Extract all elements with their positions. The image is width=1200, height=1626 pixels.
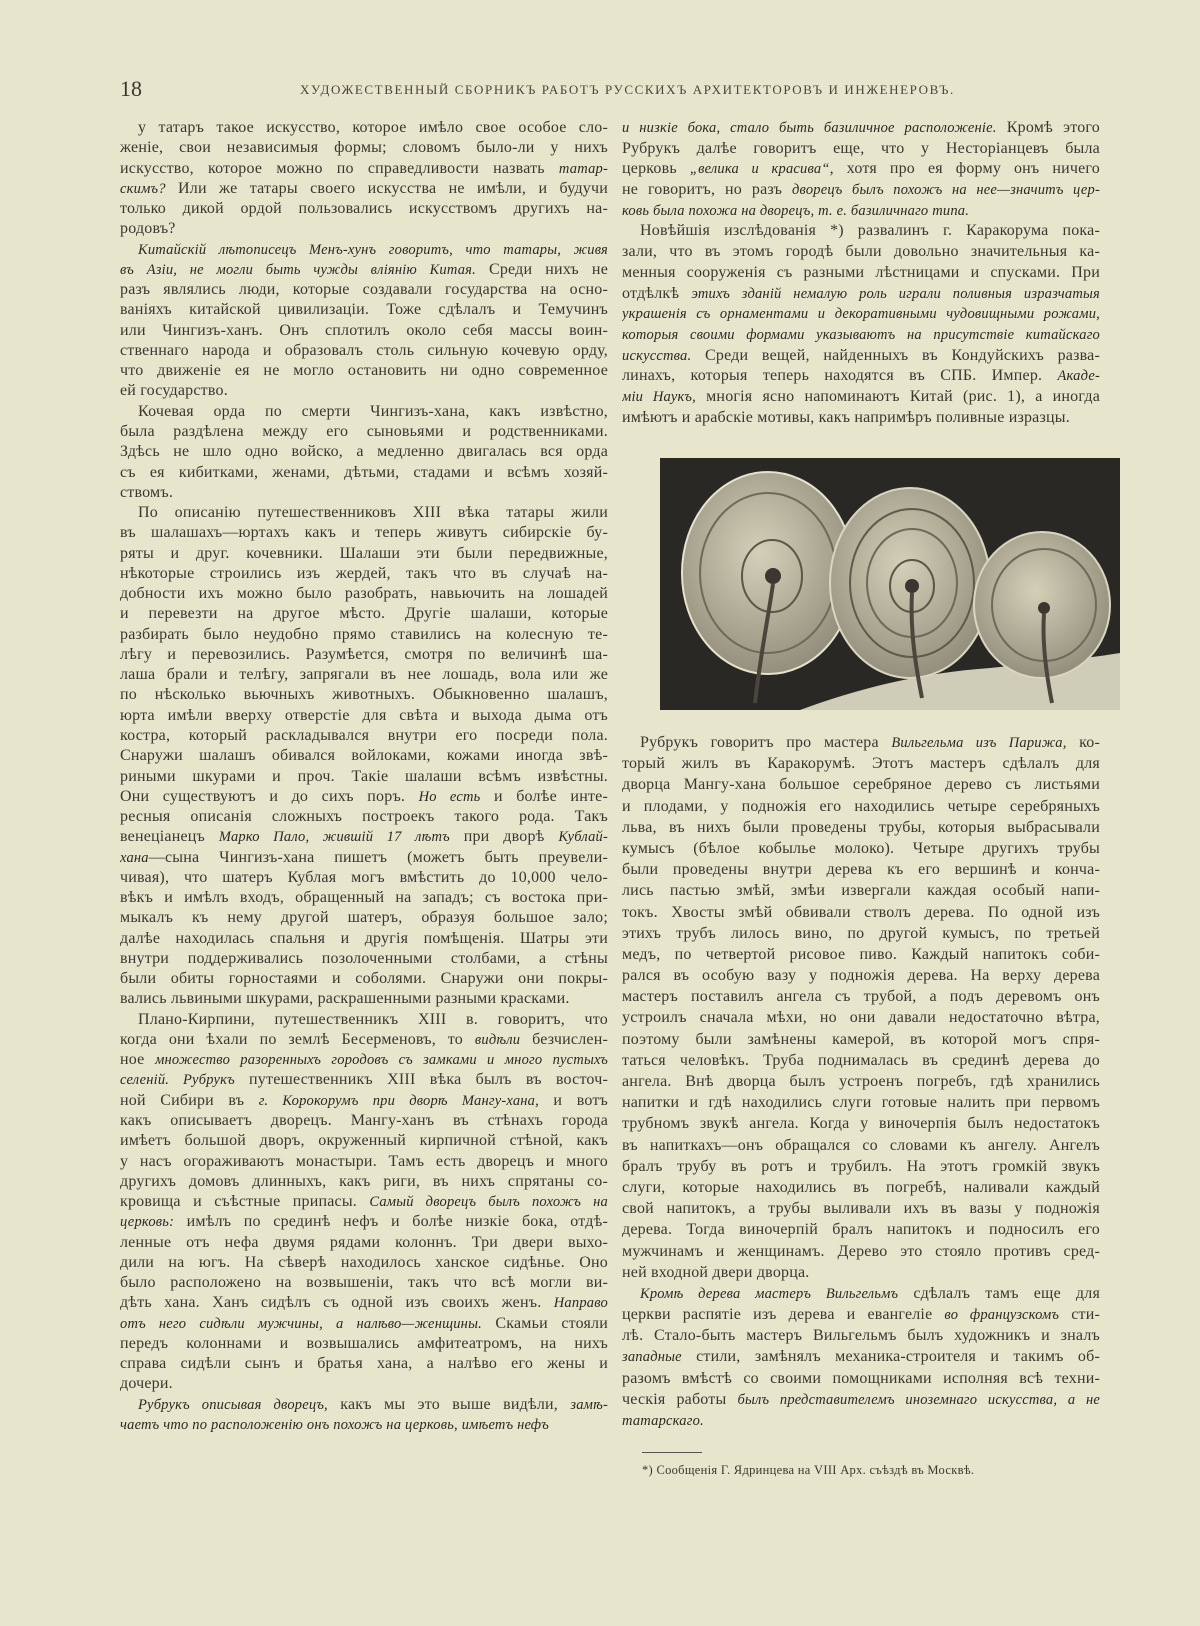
text-run: и болѣе инте- bbox=[480, 787, 608, 805]
italic-text: г. Корокорумъ при дворѣ Мангу-хана, bbox=[258, 1092, 539, 1109]
italic-text: „велика и красива“ bbox=[689, 161, 830, 178]
text-run: путешественникъ XIII вѣка былъ въ восточ- bbox=[234, 1071, 608, 1089]
italic-text: Вильгельма изъ Парижа, bbox=[891, 735, 1067, 751]
text-run: вѣкъ и имѣлъ входъ, обращенный на западъ; съ востока при- bbox=[120, 889, 608, 907]
text-run: ряты и друг. кочевники. Шалаши эти были передвижные, bbox=[120, 544, 608, 562]
text-run: Снаружи шалашъ обивался войлоками, кожами иногда звѣ- bbox=[120, 747, 608, 765]
text-line bbox=[622, 1135, 1100, 1156]
text-line bbox=[120, 1395, 608, 1415]
italic-text: Китайскій лѣтописецъ Менъ-хунъ говоритъ, что татары, живя bbox=[138, 241, 608, 258]
text-run: по нѣсколько вьючныхъ животныхъ. Обыкновенно шалашъ, bbox=[120, 686, 608, 704]
italic-text: во французскомъ bbox=[944, 1307, 1060, 1324]
text-line bbox=[120, 564, 608, 584]
text-run: линахъ, которыя теперь находятся въ СПБ. Импер. bbox=[622, 367, 1058, 385]
text-line bbox=[120, 544, 608, 564]
text-line bbox=[622, 1241, 1100, 1262]
text-run: какъ мы это выше видѣли, bbox=[327, 1395, 571, 1413]
text-run: стили, замѣнялъ механика-строителя и такимъ об- bbox=[681, 1348, 1100, 1366]
text-run: Здѣсь не шло одно войско, а медленно двигалась вся орда bbox=[120, 443, 608, 461]
text-line bbox=[120, 341, 608, 361]
text-run: и вотъ bbox=[538, 1091, 608, 1109]
paragraph bbox=[120, 1010, 608, 1395]
text-run: Плано-Кирпини, путешественникъ XIII в. говоритъ, что bbox=[138, 1010, 608, 1028]
text-run: нѣкоторые строились изъ жердей, такъ что въ случаѣ на- bbox=[120, 564, 608, 582]
text-run: ленные отъ нефа двумя рядами колоннъ. Три двери выхо- bbox=[120, 1233, 608, 1251]
text-line bbox=[120, 584, 608, 604]
text-run: дочери. bbox=[120, 1375, 173, 1393]
text-line bbox=[622, 1029, 1100, 1050]
text-run: была раздѣлена между его сыновьями и родственниками. bbox=[120, 422, 608, 440]
text-line bbox=[622, 325, 1100, 346]
text-run: сти- bbox=[1059, 1306, 1100, 1324]
text-line bbox=[622, 242, 1100, 263]
text-line bbox=[120, 807, 608, 827]
text-line bbox=[120, 321, 608, 341]
text-run: дѣть хана. Ханъ сидѣлъ съ одной изъ своихъ женъ. bbox=[120, 1294, 554, 1312]
paragraph bbox=[622, 732, 1100, 1283]
text-line bbox=[622, 201, 1100, 222]
mirrors-photo bbox=[660, 458, 1120, 710]
italic-text: множество разоренныхъ городовъ съ замками и много пустыхъ bbox=[155, 1052, 608, 1069]
text-run: ной Сибири въ bbox=[120, 1091, 259, 1109]
text-run: медъ, по четвертой рисовое пиво. Каждый напитокъ соби- bbox=[622, 945, 1100, 963]
italic-text: Но есть bbox=[418, 788, 481, 805]
text-line bbox=[622, 1007, 1100, 1028]
text-run: —сына Чингизъ-хана пишетъ (можетъ быть преувели- bbox=[148, 848, 608, 866]
text-run: у татаръ такое искусство, которое имѣло свое особое сло- bbox=[138, 119, 608, 136]
text-run: дили на югъ. На сѣверѣ находилось ханское сидѣнье. Оно bbox=[120, 1253, 608, 1271]
text-line bbox=[120, 240, 608, 260]
text-run: Или же татары своего искусства не имѣли, и будучи bbox=[165, 179, 608, 197]
text-run: бралъ трубу въ ротъ и трубилъ. На этотъ громкій звукъ bbox=[622, 1157, 1100, 1175]
text-line bbox=[120, 1374, 608, 1394]
text-line bbox=[622, 1198, 1100, 1219]
text-run: справа сидѣли сынъ и братья хана, а налѣво его жены и bbox=[120, 1355, 608, 1373]
text-run: разъ являлись люди, которые создавали государства на осно- bbox=[120, 281, 608, 299]
text-line bbox=[120, 260, 608, 280]
text-run: въ шалашахъ—юртахъ какъ и теперь живутъ сибирскіе бу- bbox=[120, 524, 608, 542]
text-line bbox=[120, 159, 608, 179]
text-run: венеціанецъ bbox=[120, 828, 219, 846]
paragraph bbox=[622, 118, 1100, 221]
text-run: кровища и съѣстные припасы. bbox=[120, 1193, 370, 1211]
text-line bbox=[120, 969, 608, 989]
text-run: передъ колоннами и возвышались амфитеатромъ, на нихъ bbox=[120, 1334, 608, 1352]
text-run: ствомъ. bbox=[120, 483, 174, 501]
italic-text: Кромѣ дерева мастеръ Вильгельмъ bbox=[640, 1285, 899, 1302]
italic-text: Самый дворецъ былъ похожъ на bbox=[369, 1194, 608, 1211]
text-run: при дворѣ bbox=[449, 828, 559, 846]
text-line bbox=[622, 284, 1100, 305]
text-line bbox=[622, 408, 1100, 429]
left-column bbox=[120, 118, 608, 1435]
text-run: менныя сооруженія съ разными лѣстницами и спусками. При bbox=[622, 263, 1100, 281]
italic-text: татар- bbox=[558, 160, 608, 177]
text-line bbox=[120, 949, 608, 969]
text-run: родовъ? bbox=[120, 220, 176, 238]
text-line bbox=[120, 665, 608, 685]
text-line bbox=[622, 1304, 1100, 1325]
text-run: этихъ трубъ лилось вино, по другой кумысъ, по третьей bbox=[622, 924, 1100, 942]
text-line bbox=[120, 726, 608, 746]
text-run: токъ. Хвосты змѣй обвивали стволъ дерева. По одной изъ bbox=[622, 903, 1100, 921]
text-run: ей государство. bbox=[120, 382, 228, 400]
paragraph bbox=[120, 402, 608, 503]
italic-text: и низкіе бока, стало быть базиличное расположеніе. bbox=[622, 120, 997, 136]
text-run: въ напиткахъ—онъ обращался со словами къ ангелу. Ангелъ bbox=[622, 1136, 1100, 1154]
italic-text: чаетъ что по расположенію онъ похожъ на церковь, имѣетъ нефъ bbox=[120, 1417, 550, 1433]
text-line bbox=[120, 625, 608, 645]
text-run: торый жилъ въ Каракорумѣ. Этотъ мастеръ сдѣлалъ для bbox=[622, 755, 1100, 773]
text-line bbox=[120, 1293, 608, 1313]
italic-text: которыя своими формами указываютъ на присутствіе китайскаго bbox=[622, 326, 1100, 343]
text-line bbox=[622, 817, 1100, 838]
italic-text: селеній. Рубрукъ bbox=[120, 1072, 235, 1089]
text-line bbox=[622, 1071, 1100, 1092]
text-line bbox=[120, 483, 608, 503]
text-line bbox=[120, 219, 608, 239]
text-line bbox=[622, 366, 1100, 387]
text-run: лаша брали и телѣгу, запрягали въ нее лошадь, вола или же bbox=[120, 666, 608, 684]
text-line bbox=[622, 1410, 1100, 1431]
text-run: сдѣлалъ тамъ еще для bbox=[898, 1284, 1100, 1302]
text-run: ное bbox=[120, 1051, 156, 1069]
text-line bbox=[120, 908, 608, 928]
paragraph bbox=[622, 221, 1100, 428]
italic-text: отъ него сидѣли мужчины, а налѣво—женщины. bbox=[120, 1315, 482, 1332]
text-run: мужчинамъ и женщинамъ. Дерево это стояло противъ сред- bbox=[622, 1242, 1100, 1260]
text-run: имѣетъ большой дворъ, окруженный кирпичной стѣной, какъ bbox=[120, 1132, 608, 1150]
text-line bbox=[120, 1010, 608, 1030]
text-line bbox=[622, 118, 1100, 139]
paragraph bbox=[622, 1283, 1100, 1431]
italic-text: Акаде- bbox=[1057, 368, 1100, 385]
text-line bbox=[120, 361, 608, 381]
text-run: Среди нихъ не bbox=[475, 260, 608, 278]
text-run: ресныя описанія сложныхъ построекъ такого рода. Такъ bbox=[120, 808, 608, 826]
text-run: мыкалъ къ нему другой шатеръ, образуя большое зало; bbox=[120, 909, 608, 927]
text-line bbox=[622, 986, 1100, 1007]
text-line bbox=[120, 929, 608, 949]
text-line bbox=[120, 746, 608, 766]
text-run: добности ихъ можно было разобрать, навьючить на лошадей bbox=[120, 585, 608, 603]
text-line bbox=[622, 1368, 1100, 1389]
text-line bbox=[120, 179, 608, 199]
footnote-divider bbox=[642, 1452, 702, 1453]
text-line bbox=[120, 1192, 608, 1212]
text-run: далѣе находилась спальня и другія помѣщенія. Шатры эти bbox=[120, 929, 608, 947]
text-run: лѣгу и перевозились. Разумѣется, смотря по величинѣ ша- bbox=[120, 645, 608, 663]
text-line bbox=[120, 685, 608, 705]
text-run: вались львиными шкурами, раскрашенными разными красками. bbox=[120, 990, 570, 1008]
paragraph bbox=[120, 118, 608, 240]
right-column-top bbox=[622, 118, 1100, 428]
text-run: и плодами, у подножія его находились четыре серебряныхъ bbox=[622, 797, 1100, 815]
text-line bbox=[622, 1262, 1100, 1283]
text-run: у насъ огораживаютъ монастыри. Тамъ есть дворецъ и много bbox=[120, 1152, 608, 1170]
text-run: костра, который раскладывался внутри его посреди пола. bbox=[120, 726, 608, 744]
text-run: отдѣлкѣ bbox=[622, 284, 692, 302]
text-line bbox=[622, 180, 1100, 201]
text-line bbox=[120, 645, 608, 665]
italic-text: скимъ? bbox=[120, 180, 166, 197]
text-line bbox=[622, 774, 1100, 795]
footnote: *) Сообщенія Г. Ядринцева на VIII Арх. съѣздѣ въ Москвѣ. bbox=[642, 1463, 975, 1477]
text-line bbox=[622, 221, 1100, 242]
italic-text: украшенія съ орнаментами и декоративными чудовищными рожами, bbox=[622, 306, 1100, 323]
text-line bbox=[622, 880, 1100, 901]
text-line bbox=[622, 902, 1100, 923]
text-run: трубномъ звукѣ ангела. Когда у виночерпія былъ недостатокъ bbox=[622, 1115, 1100, 1133]
text-line bbox=[622, 965, 1100, 986]
text-line bbox=[120, 1070, 608, 1090]
text-line bbox=[120, 1091, 608, 1111]
text-line bbox=[120, 1111, 608, 1131]
text-line bbox=[120, 442, 608, 462]
text-run: устроилъ сначала мѣхи, но они давали недостаточно вѣтра, bbox=[622, 1009, 1100, 1027]
text-run: таться человѣкъ. Труба поднималась въ срединѣ дерева до bbox=[622, 1051, 1100, 1069]
text-line bbox=[120, 1233, 608, 1253]
text-line bbox=[120, 1314, 608, 1334]
text-run: какъ описываетъ дворецъ. Мангу-ханъ въ стѣнахъ города bbox=[120, 1112, 608, 1130]
text-run: кумысъ (бѣлое кобылье молоко). Четыре другихъ трубы bbox=[622, 839, 1100, 857]
text-run: , хотя про ея форму онъ ничего bbox=[829, 160, 1100, 178]
text-line bbox=[120, 604, 608, 624]
text-line bbox=[120, 1030, 608, 1050]
italic-text: Рубрукъ описывая дворецъ, bbox=[138, 1396, 328, 1413]
text-line bbox=[120, 523, 608, 543]
italic-text: былъ представителемъ иноземнаго искусства, а не bbox=[737, 1391, 1100, 1408]
text-line bbox=[622, 859, 1100, 880]
text-line bbox=[120, 888, 608, 908]
text-run: Среди вещей, найденныхъ въ Кондуйскихъ разва- bbox=[691, 346, 1100, 364]
text-line bbox=[120, 1172, 608, 1192]
text-line bbox=[622, 1156, 1100, 1177]
text-run: и перевезти на другое мѣсто. Другіе шалаши, которые bbox=[120, 605, 608, 623]
text-run: Новѣйшія изслѣдованія *) развалинъ г. Каракорума пока- bbox=[640, 222, 1100, 240]
italic-text: ковь была похожа на дворецъ, т. е. базиличнаго типа. bbox=[622, 202, 970, 219]
text-line bbox=[120, 1131, 608, 1151]
text-line bbox=[120, 402, 608, 422]
text-run: съ ея кибитками, женами, дѣтьми, стадами и всѣмъ хозяй- bbox=[120, 463, 608, 481]
text-line bbox=[120, 1334, 608, 1354]
text-run: зали, что въ этомъ городѣ были довольно значительныя ка- bbox=[622, 243, 1100, 261]
text-line bbox=[120, 422, 608, 442]
text-line bbox=[622, 753, 1100, 774]
text-line bbox=[622, 159, 1100, 180]
text-line bbox=[120, 463, 608, 483]
text-run: или Чингизъ-ханъ. Онъ сплотилъ около себя массы воин- bbox=[120, 321, 608, 339]
italic-text: замѣ- bbox=[570, 1396, 608, 1413]
text-run: юрта имѣли вверху отверстіе для свѣта и выхода дыма отъ bbox=[120, 706, 608, 724]
italic-text: этихъ зданій немалую роль играли поливныя изразчатыя bbox=[691, 285, 1100, 302]
text-line bbox=[120, 989, 608, 1009]
text-run: ваніяхъ китайской цивилизаціи. Тоже сдѣлалъ и Темучинъ bbox=[120, 301, 608, 319]
text-run: другихъ домовъ длинныхъ, какъ риги, въ нихъ спрятаны со- bbox=[120, 1172, 608, 1190]
italic-text: Кублай- bbox=[558, 829, 608, 846]
text-run: что движеніе ея не могло остановить ни одно современное bbox=[120, 362, 608, 380]
text-line bbox=[120, 381, 608, 401]
text-run: мастеръ поставилъ ангела съ трубой, а подъ деревомъ онъ bbox=[622, 988, 1100, 1006]
text-line bbox=[120, 1050, 608, 1070]
text-line bbox=[120, 300, 608, 320]
text-line bbox=[622, 1283, 1100, 1304]
text-line bbox=[622, 1346, 1100, 1367]
text-line bbox=[622, 139, 1100, 160]
text-line bbox=[120, 827, 608, 847]
text-run: чивая), что шатеръ Кублая могъ вмѣстить до 10,000 чело- bbox=[120, 868, 608, 886]
text-line bbox=[622, 1050, 1100, 1071]
text-run: рался въ особую вазу у подножія дерева. На верху дерева bbox=[622, 967, 1100, 985]
text-run: ней входной двери дворца. bbox=[622, 1263, 810, 1281]
text-run: разомъ вмѣстѣ со своими помощниками исполняя всѣ техни- bbox=[622, 1369, 1100, 1387]
text-line bbox=[120, 1152, 608, 1172]
text-line bbox=[120, 280, 608, 300]
text-line bbox=[622, 1092, 1100, 1113]
italic-text: хана bbox=[120, 849, 149, 866]
italic-text: Направо bbox=[553, 1295, 608, 1312]
text-run: имѣютъ и арабскіе мотивы, какъ напримѣръ поливные изразцы. bbox=[622, 408, 1070, 426]
text-line bbox=[622, 1219, 1100, 1240]
right-column-bottom bbox=[622, 732, 1100, 1431]
paragraph bbox=[120, 503, 608, 1010]
text-line bbox=[622, 304, 1100, 325]
text-line bbox=[622, 923, 1100, 944]
text-run: слуги, которые находились въ погребѣ, наливали каждый bbox=[622, 1178, 1100, 1196]
text-run: разбирать было неудобно прямо ставились на колесную те- bbox=[120, 625, 608, 643]
text-run: искусство, которое можно по справедливости назвать bbox=[120, 159, 559, 177]
text-line bbox=[622, 796, 1100, 817]
text-run: многія ясно напоминаютъ Китай (рис. 1), а иногда bbox=[695, 387, 1100, 405]
italic-text: въ Азіи, не могли быть чужды вліянію Китая. bbox=[120, 261, 476, 278]
text-run: церкви распятіе изъ дерева и евангеліе bbox=[622, 1306, 945, 1324]
text-run: ственнаго народа и образовалъ столь сильную кочевую орду, bbox=[120, 341, 608, 359]
text-line bbox=[120, 1354, 608, 1374]
paragraph bbox=[120, 1395, 608, 1436]
text-line bbox=[622, 732, 1100, 753]
text-line bbox=[120, 118, 608, 138]
text-run: Кромѣ этого bbox=[996, 119, 1100, 136]
text-run: были обиты горностаями и соболями. Снаружи они покры- bbox=[120, 970, 608, 988]
text-run: лѣ. Стало-быть мастеръ Вильгельмъ былъ художникъ и зналъ bbox=[622, 1327, 1100, 1345]
paragraph bbox=[120, 240, 608, 402]
text-run: дворца Мангу-хана большое серебряное дерево съ листьями bbox=[622, 776, 1100, 794]
text-run: церковь bbox=[622, 160, 690, 178]
text-line bbox=[622, 1177, 1100, 1198]
text-line bbox=[120, 138, 608, 158]
text-line bbox=[120, 1212, 608, 1232]
text-run: ангела. Внѣ дворца былъ устроенъ погребъ, гдѣ хранились bbox=[622, 1073, 1100, 1090]
text-run: Рубрукъ говоритъ про мастера bbox=[640, 734, 892, 751]
text-run: дерева. Тогда виночерпій бралъ напитокъ и подносилъ его bbox=[622, 1221, 1100, 1239]
text-run: лись пастью змѣй, змѣи извергали каждая особый напи- bbox=[622, 882, 1100, 900]
text-run: По описанію путешественниковъ XIII вѣка татары жили bbox=[138, 504, 608, 522]
text-line bbox=[622, 387, 1100, 408]
text-line bbox=[120, 1253, 608, 1273]
text-line bbox=[622, 263, 1100, 284]
text-run: Скамьи стояли bbox=[481, 1314, 608, 1332]
text-run: ческія работы bbox=[622, 1390, 738, 1408]
text-line bbox=[622, 346, 1100, 367]
text-run: напитки и гдѣ находились слуги готовые налить при первомъ bbox=[622, 1094, 1100, 1112]
italic-text: западные bbox=[622, 1349, 682, 1366]
italic-text: Марко Пало, жившій 17 лѣтъ bbox=[218, 829, 450, 846]
text-run: льва, въ нихъ были проведены трубы, которыя выбрасывали bbox=[622, 818, 1100, 836]
text-line bbox=[120, 1415, 608, 1435]
text-run: Кочевая орда по смерти Чингизъ-хана, какъ извѣстно, bbox=[138, 402, 608, 420]
text-run: поэтому были замѣнены камерой, въ которой могъ спря- bbox=[622, 1030, 1100, 1048]
italic-text: татарскаго. bbox=[622, 1413, 704, 1429]
text-run: ко- bbox=[1066, 734, 1100, 751]
text-run: не говоритъ, но разъ bbox=[622, 181, 792, 199]
text-run: свой напитокъ, а трубы выливали ихъ въ вазы у подножія bbox=[622, 1200, 1100, 1218]
text-line bbox=[622, 838, 1100, 859]
text-line bbox=[120, 706, 608, 726]
running-title: ХУДОЖЕСТВЕННЫЙ СБОРНИКЪ РАБОТЪ РУССКИХЪ АРХИТЕКТОРОВЪ И ИНЖЕНЕРОВЪ. bbox=[300, 82, 955, 97]
text-run: Они существуютъ и до сихъ поръ. bbox=[120, 787, 419, 805]
text-run: когда они ѣхали по землѣ Бесерменовъ, то bbox=[120, 1030, 475, 1048]
text-line bbox=[120, 848, 608, 868]
text-run: женіе, свои независимыя формы; словомъ было-ли у нихъ bbox=[120, 139, 608, 157]
text-line bbox=[622, 1389, 1100, 1410]
text-line bbox=[120, 787, 608, 807]
text-line bbox=[120, 503, 608, 523]
text-run: Рубрукъ далѣе говоритъ еще, что у Несторіанцевъ была bbox=[622, 139, 1100, 157]
italic-text: церковь: bbox=[120, 1214, 175, 1231]
text-run: только дикой ордой пользовались искусствомъ другихъ на- bbox=[120, 200, 608, 218]
page-number: 18 bbox=[120, 76, 142, 101]
italic-text: видѣли bbox=[474, 1031, 521, 1048]
text-line bbox=[622, 944, 1100, 965]
text-run: имѣлъ по срединѣ нефъ и болѣе низкіе бока, отдѣ- bbox=[174, 1213, 608, 1231]
text-run: риными шкурами и проч. Такіе шалаши всѣмъ извѣстны. bbox=[120, 767, 608, 785]
text-run: внутри поддерживались позолоченными столбами, а стѣны bbox=[120, 949, 608, 967]
text-line bbox=[120, 767, 608, 787]
text-line bbox=[120, 1273, 608, 1293]
text-run: безчислен- bbox=[520, 1030, 608, 1048]
text-run: было расположено на возвышеніи, такъ что всѣ могли ви- bbox=[120, 1274, 608, 1292]
text-line bbox=[622, 1113, 1100, 1134]
text-line bbox=[120, 868, 608, 888]
text-run: были проведены внутри дерева къ его вершинѣ и конча- bbox=[622, 861, 1100, 879]
figure-bronze-mirrors bbox=[660, 458, 1120, 710]
text-line bbox=[120, 199, 608, 219]
italic-text: дворецъ былъ похожъ на нее—значитъ цер- bbox=[791, 182, 1100, 199]
text-line bbox=[622, 1325, 1100, 1346]
italic-text: искусства. bbox=[622, 347, 692, 364]
italic-text: міи Наукъ, bbox=[622, 388, 696, 405]
